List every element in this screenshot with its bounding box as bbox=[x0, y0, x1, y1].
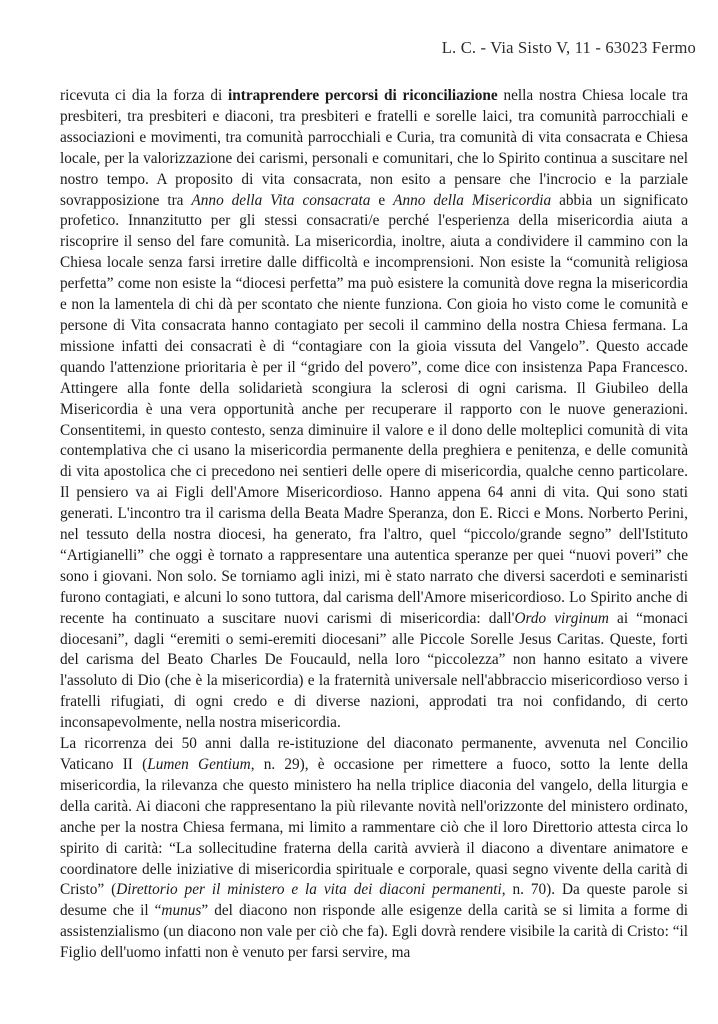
paragraph-consecrated-life bbox=[60, 86, 688, 734]
text-segment-bold: intraprendere percorsi di riconciliazione bbox=[228, 87, 498, 104]
text-segment-italic: Anno della Misericordia bbox=[393, 191, 552, 209]
text-segment-italic: Direttorio per il ministero e la vita dei diaconi permanenti bbox=[116, 881, 502, 899]
text-segment: ricevuta ci dia la forza di bbox=[60, 87, 229, 104]
text-segment: , n. 29), è occasione per rimettere a fuoco, sotto la lente della misericordia, la rilevanza che questo ministero ha nella triplice diaconia del vangelo, della liturgia e della carità. Ai diaconi che rappresentano la più rilevante novità nell'orizzonte del ministero ordinato, anche per la nostra Chiesa fermana, mi limito a rammentare ciò che il loro Direttorio attesta circa lo spirito di carità: “La sollecitudine fraterna della carità avvierà il diacono a diventare animatore e coordinatore delle iniziative di misericordia spirituale e corporale, quasi segno vivente della carità di Cristo” ( bbox=[60, 756, 688, 899]
text-segment-italic: Anno della Vita consacrata bbox=[191, 191, 371, 209]
letterhead-address: L. C. - Via Sisto V, 11 - 63023 Fermo bbox=[441, 38, 696, 57]
text-segment-italic: munus bbox=[161, 902, 202, 920]
text-segment: ” del diacono non risponde alle esigenze della carità se si limita a forme di assistenzialismo (un diacono non vale per ciò che fa). Egli dovrà rendere visibile la carità di Cristo: “il Figlio dell'uomo infatti non è venuto per farsi servire, ma bbox=[60, 902, 688, 962]
text-segment-italic: Lumen Gentium bbox=[147, 756, 251, 773]
letter-body bbox=[60, 86, 688, 964]
text-segment: abbia un significato profetico. Innanzitutto per gli stessi consacrati/e perché l'esperienza della misericordia aiuta a riscoprire il senso del fare comunità. La misericordia, inoltre, aiuta a condividere il cammino con la Chiesa locale senza farsi irretire dalle difficoltà e incomprensioni. Non esiste la “comunità religiosa perfetta” come non esiste la “diocesi perfetta” ma può esistere la comunità dove regna la misericordia e non la lamentela di chi dà per scontato che niente funziona. Con gioia ho visto come le comunità e persone di Vita consacrata hanno contagiato per secoli il cammino della nostra Chiesa fermana. La missione infatti dei consacrati è di “contagiare con la gioia vissuta del Vangelo”. Questo accade quando l'attenzione prioritaria è per il “grido del povero”, come dice con insistenza Papa Francesco. Attingere alla fonte della solidarietà scongiura la sclerosi di ogni carisma. Il Giubileo della Misericordia è una vera opportunità anche per recuperare il rapporto con le nuove generazioni. Consentitemi, in questo contesto, senza diminuire il valore e il dono delle molteplici comunità di vita contemplativa che ci usano la misericordia permanente della preghiera e penitenza, e delle comunità di vita apostolica che ci precedono nei sentieri delle opere di misericordia, qualche cenno particolare. Il pensiero va ai Figli dell'Amore Misericordioso. Hanno appena 64 anni di vita. Qui sono stati generati. L'incontro tra il carisma della Beata Madre Speranza, don E. Ricci e Mons. Norberto Perini, nel tessuto della nostra diocesi, ha generato, fra l'altro, quel “piccolo/grande segno” dell'Istituto “Artigianelli” che oggi è tornato a rappresentare una autentica speranze per quei “nuovi poveri” che sono i giovani. Non solo. Se torniamo agli inizi, mi è stato narrato che diversi sacerdoti e seminaristi furono contagiati, e alcuni lo sono tuttora, dal carisma dell'Amore misericordioso. Lo Spirito anche di recente ha continuato a suscitare nuovi carismi di misericordia: dall' bbox=[60, 191, 688, 627]
text-segment: La ricorrenza dei 50 anni dalla re-istituzione del diaconato permanente, avvenuta nel Concilio Vaticano II ( bbox=[60, 735, 688, 773]
text-segment: ai “monaci diocesani”, dagli “eremiti o semi-eremiti diocesani” alle Piccole Sorelle Jesus Caritas. Queste, forti del carisma del Beato Charles De Foucauld, nella loro “piccolezza” non hanno esitato a vivere l'assoluto di Dio (che è la misericordia) e la fraternità universale nell'abbraccio misericordioso verso i fratelli rifugiati, di ogni credo e di diverse nazioni, approdati tra noi confidando, di certo inconsapevolmente, nella nostra misericordia. bbox=[60, 609, 688, 732]
text-segment: e bbox=[370, 191, 394, 209]
text-segment: , n. 70). Da queste parole si desume che il “ bbox=[60, 881, 689, 920]
text-segment: nella nostra Chiesa locale tra presbiteri, tra presbiteri e diaconi, tra presbiteri e fratelli e sorelle laici, tra comunità parrocchiali e associazioni e movimenti, tra comunità parrocchiali e Curia, tra comunità di vita consacrata e Chiesa locale, per la valorizzazione dei carismi, personali e comunitari, che lo Spirito continua a suscitare nel nostro tempo. A proposito di vita consacrata, non esito a pensare che l'incrocio e la parziale sovrapposizione tra bbox=[60, 87, 688, 209]
paragraph-permanent-diaconate bbox=[60, 734, 688, 964]
text-segment-italic: Ordo virginum bbox=[514, 609, 609, 627]
